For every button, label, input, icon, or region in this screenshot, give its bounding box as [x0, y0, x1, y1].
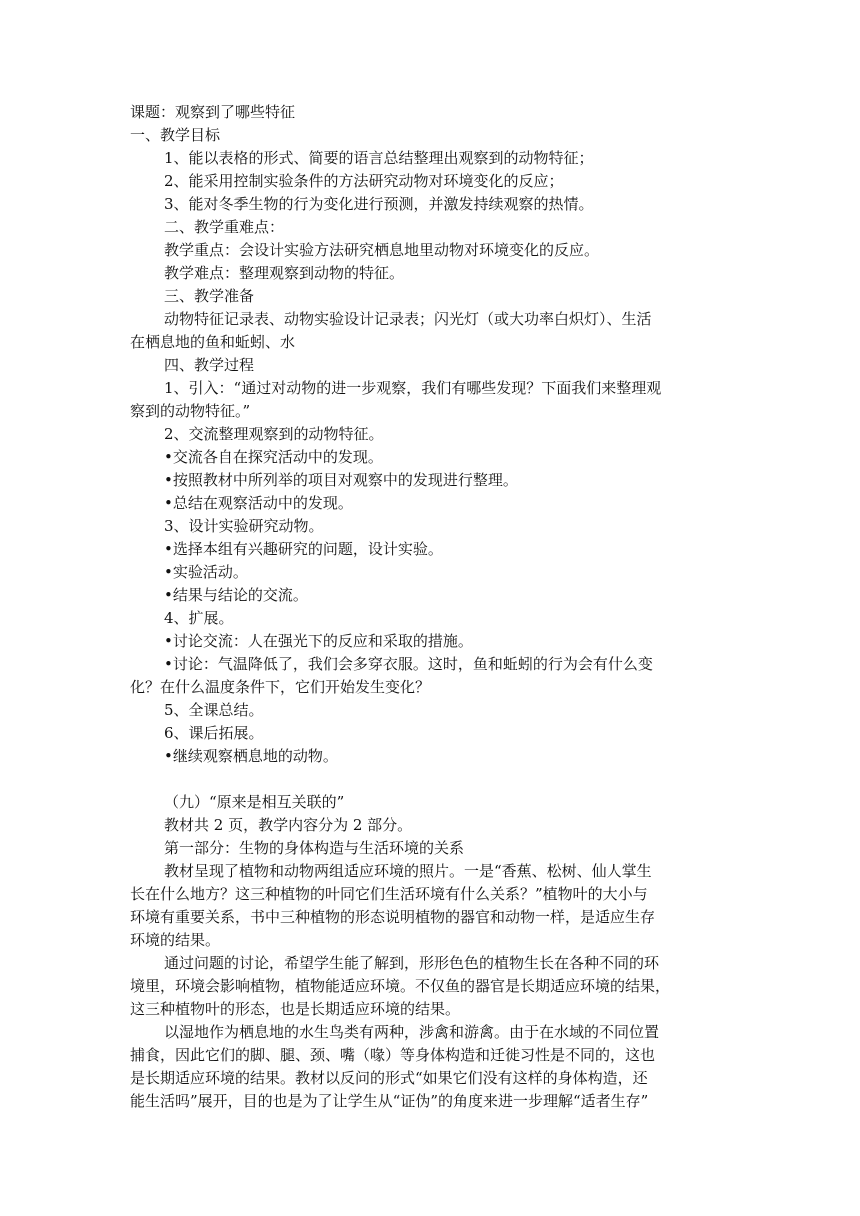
- text-line: •讨论：气温降低了，我们会多穿衣服。这时，鱼和蚯蚓的行为会有什么变: [164, 655, 653, 673]
- text-line: 教材呈现了植物和动物两组适应环境的照片。一是“香蕉、松树、仙人掌生: [164, 862, 652, 880]
- text-line: 1、引入：“通过对动物的进一步观察，我们有哪些发现？下面我们来整理观: [164, 379, 662, 397]
- text-line: 环境的结果。: [130, 931, 221, 949]
- text-line: 教学难点：整理观察到动物的特征。: [164, 264, 405, 282]
- blank-line: [130, 768, 730, 791]
- text-line: •交流各自在探究活动中的发现。: [164, 448, 383, 466]
- text-line: 长在什么地方？这三种植物的叶同它们生活环境有什么关系？”植物叶的大小与: [130, 885, 648, 903]
- text-line: （九）“原来是相互关联的”: [164, 793, 345, 811]
- text-line: •实验活动。: [164, 563, 248, 581]
- text-line: 1、能以表格的形式、简要的语言总结整理出观察到的动物特征；: [164, 149, 594, 167]
- text-line: 动物特征记录表、动物实验设计记录表；闪光灯（或大功率白炽灯）、生活: [164, 310, 652, 328]
- text-line: 四、教学过程: [164, 356, 255, 374]
- text-line: 化？在什么温度条件下，它们开始发生变化？: [130, 678, 431, 696]
- text-line: 境里，环境会影响植物，植物能适应环境。不仅鱼的器官是长期适应环境的结果，: [130, 977, 671, 995]
- text-line: 通过问题的讨论，希望学生能了解到，形形色色的植物生长在各种不同的环: [164, 954, 660, 972]
- text-line: 4、扩展。: [164, 609, 234, 627]
- text-line: 3、设计实验研究动物。: [164, 517, 324, 535]
- text-line: 察到的动物特征。”: [130, 402, 251, 420]
- text-line: 教材共 2 页，教学内容分为 2 部分。: [164, 816, 413, 834]
- text-line: •按照教材中所列举的项目对观察中的发现进行整理。: [164, 471, 518, 489]
- text-line: 5、全课总结。: [164, 701, 264, 719]
- text-line: 第一部分：生物的身体构造与生活环境的关系: [164, 839, 465, 857]
- text-line: 3、能对冬季生物的行为变化进行预测，并激发持续观察的热情。: [164, 195, 594, 213]
- text-line: 在栖息地的鱼和蚯蚓、水: [130, 333, 296, 351]
- text-line: 是长期适应环境的结果。教材以反问的形式“如果它们没有这样的身体构造，还: [130, 1069, 648, 1087]
- text-line: 能生活吗”展开，目的也是为了让学生从“证伪”的角度来进一步理解“适者生存”: [130, 1092, 649, 1110]
- text-line: 捕食，因此它们的脚、腿、颈、嘴（喙）等身体构造和迁徙习性是不同的，这也: [130, 1046, 656, 1064]
- text-line: 2、交流整理观察到的动物特征。: [164, 425, 384, 443]
- document-page: [130, 101, 730, 1113]
- text-line: 环境有重要关系，书中三种植物的形态说明植物的器官和动物一样，是适应生存: [130, 908, 656, 926]
- text-line: 三、教学准备: [164, 287, 255, 305]
- text-line: 这三种植物叶的形态，也是长期适应环境的结果。: [130, 1000, 461, 1018]
- text-line: •总结在观察活动中的发现。: [164, 494, 353, 512]
- text-line: •讨论交流：人在强光下的反应和采取的措施。: [164, 632, 473, 650]
- text-line: 2、能采用控制实验条件的方法研究动物对环境变化的反应；: [164, 172, 564, 190]
- text-line: 一、教学目标: [130, 126, 221, 144]
- text-line: 教学重点：会设计实验方法研究栖息地里动物对环境变化的反应。: [164, 241, 600, 259]
- text-line: •选择本组有兴趣研究的问题，设计实验。: [164, 540, 443, 558]
- text-line: 二、教学重难点：: [164, 218, 285, 236]
- text-line: 6、课后拓展。: [164, 724, 264, 742]
- text-line: •结果与结论的交流。: [164, 586, 308, 604]
- text-line: •继续观察栖息地的动物。: [164, 747, 338, 765]
- text-line: 课题：观察到了哪些特征: [130, 103, 296, 121]
- text-line: 以湿地作为栖息地的水生鸟类有两种，涉禽和游禽。由于在水域的不同位置: [164, 1023, 660, 1041]
